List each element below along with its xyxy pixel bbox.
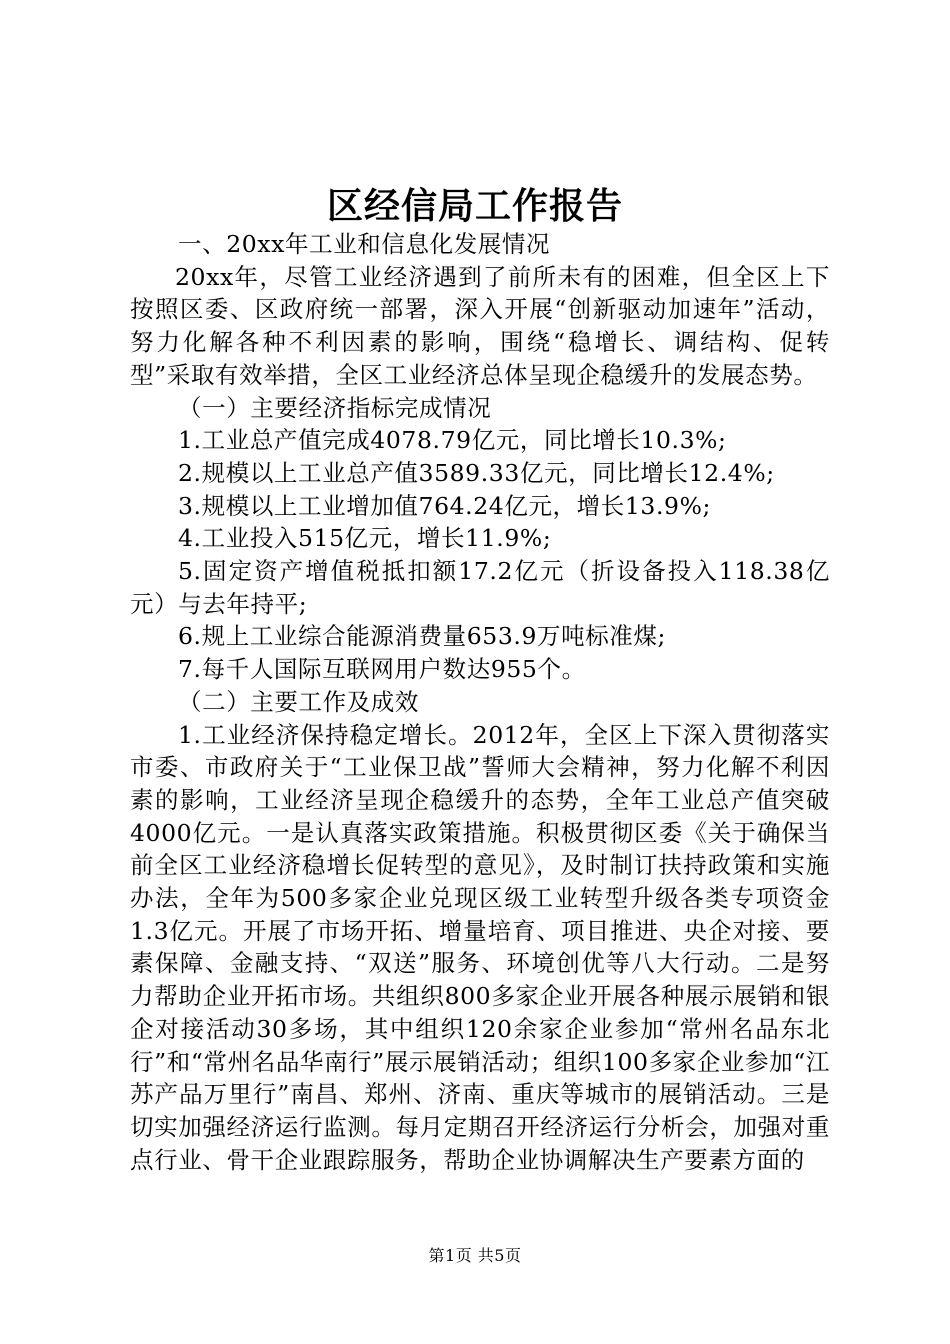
list-item: 1.工业总产值完成4078.79亿元，同比增长10.3%; — [178, 426, 727, 455]
page-footer: 第1页 共5页 — [428, 1246, 522, 1265]
paragraph: 1.工业经济保持稳定增长。2012年，全区上下深入贯彻落实市委、市政府关于“工业保卫战”誓师大会精神，努力化解不利因素的影响，工业经济呈现企稳缓升的态势，全年工业总产值突破4000亿元。一是认真落实政策措施。积极贯彻区委《关于确保当前全区工业经济稳增长促转型的意见》，及时制订扶持政策和实施办法，全年为500多家企业兑现区级工业转型升级各类专项资金1.3亿元。开展了市场开拓、增量培育、项目推进、央企对接、要素保障、金融支持、“双送”服务、环境创优等八大行动。二是努力帮助企业开拓市场。共组织800多家企业开展各种展示展销和银企对接活动30多场，其中组织120余家企业参加“常州名品东北行”和“常州名品华南行”展示展销活动；组织100多家企业参加“江苏产品万里行”南昌、郑州、济南、重庆等城市的展销活动。三是切实加强经济运行监测。每月定期召开经济运行分析会，加强对重点行业、骨干企业跟踪服务，帮助企业协调解决生产要素方面的 — [130, 720, 830, 1174]
subsection-heading: （一）主要经济指标完成情况 — [178, 393, 492, 422]
document-body — [130, 228, 830, 1176]
list-item: 6.规上工业综合能源消费量653.9万吨标准煤; — [178, 622, 667, 651]
section-heading: 一、20xx年工业和信息化发展情况 — [178, 230, 551, 258]
list-item: 4.工业投入515亿元，增长11.9%; — [178, 524, 552, 553]
list-item: 5.固定资产增值税抵扣额17.2亿元（折设备投入118.38亿元）与去年持平; — [130, 557, 830, 618]
list-item: 7.每千人国际互联网用户数达955个。 — [178, 655, 586, 684]
list-item: 3.规模以上工业增加值764.24亿元，增长13.9%; — [178, 491, 712, 520]
paragraph: 20xx年，尽管工业经济遇到了前所未有的困难，但全区上下按照区委、区政府统一部署，深入开展“创新驱动加速年”活动，努力化解各种不利因素的影响，围绕“稳增长、调结构、促转型”采取有效举措，全区工业经济总体呈现企稳缓升的发展态势。 — [130, 262, 830, 389]
list-item: 2.规模以上工业总产值3589.33亿元，同比增长12.4%; — [178, 458, 775, 487]
subsection-heading: （二）主要工作及成效 — [178, 687, 419, 716]
document-title: 区经信局工作报告 — [326, 186, 623, 227]
